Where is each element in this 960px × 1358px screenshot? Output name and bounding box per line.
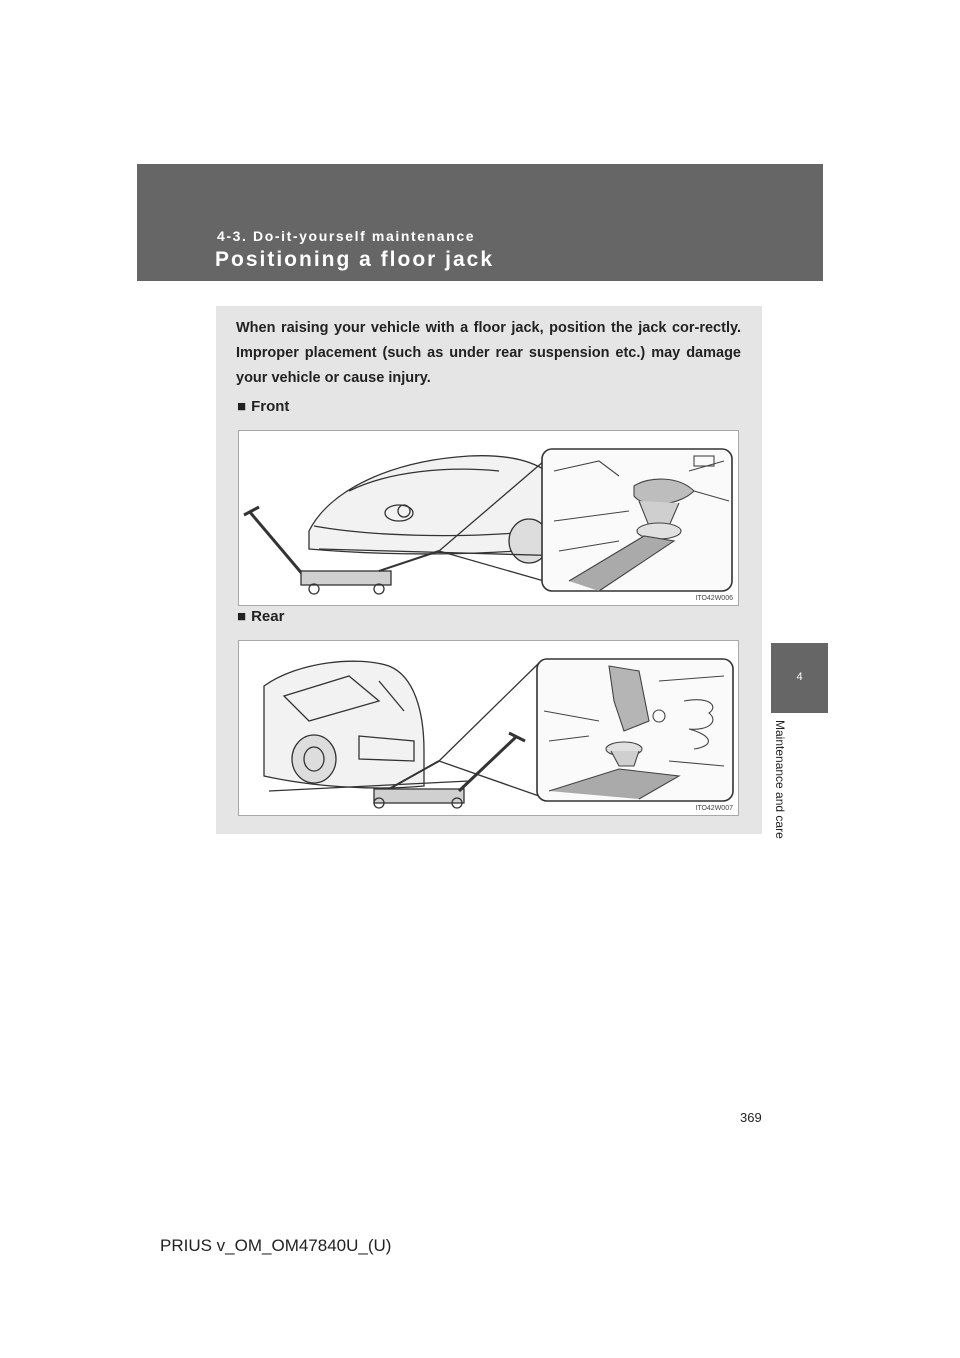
rear-heading-label: Rear (251, 608, 285, 625)
front-jack-illustration (238, 430, 739, 606)
rear-heading (237, 608, 284, 625)
front-heading-label: Front (251, 398, 290, 415)
section-label: 4-3. Do-it-yourself maintenance (217, 228, 476, 244)
rear-figure-code: ITO42W007 (695, 805, 733, 812)
header-band (137, 164, 823, 281)
intro-text: When raising your vehicle with a floor jack, position the jack cor-rectly. Improper placement (such as under rear suspension etc.) may damage your vehicle or cause injury. (236, 320, 741, 386)
front-figure-code: ITO42W006 (695, 595, 733, 602)
page-number: 369 (740, 1110, 762, 1125)
front-heading (237, 398, 289, 415)
document-id: PRIUS v_OM_OM47840U_(U) (160, 1236, 392, 1255)
chapter-number: 4 (796, 671, 803, 683)
chapter-tab[interactable] (771, 643, 828, 713)
content-box (216, 306, 762, 834)
front-jack-drawing (239, 431, 738, 605)
rear-jack-illustration (238, 640, 739, 816)
page-title: Positioning a floor jack (215, 248, 495, 271)
rear-jack-drawing (239, 641, 738, 815)
bullet-icon: ■ (237, 398, 247, 415)
bullet-icon: ■ (237, 608, 247, 625)
chapter-label: Maintenance and care (773, 720, 787, 839)
